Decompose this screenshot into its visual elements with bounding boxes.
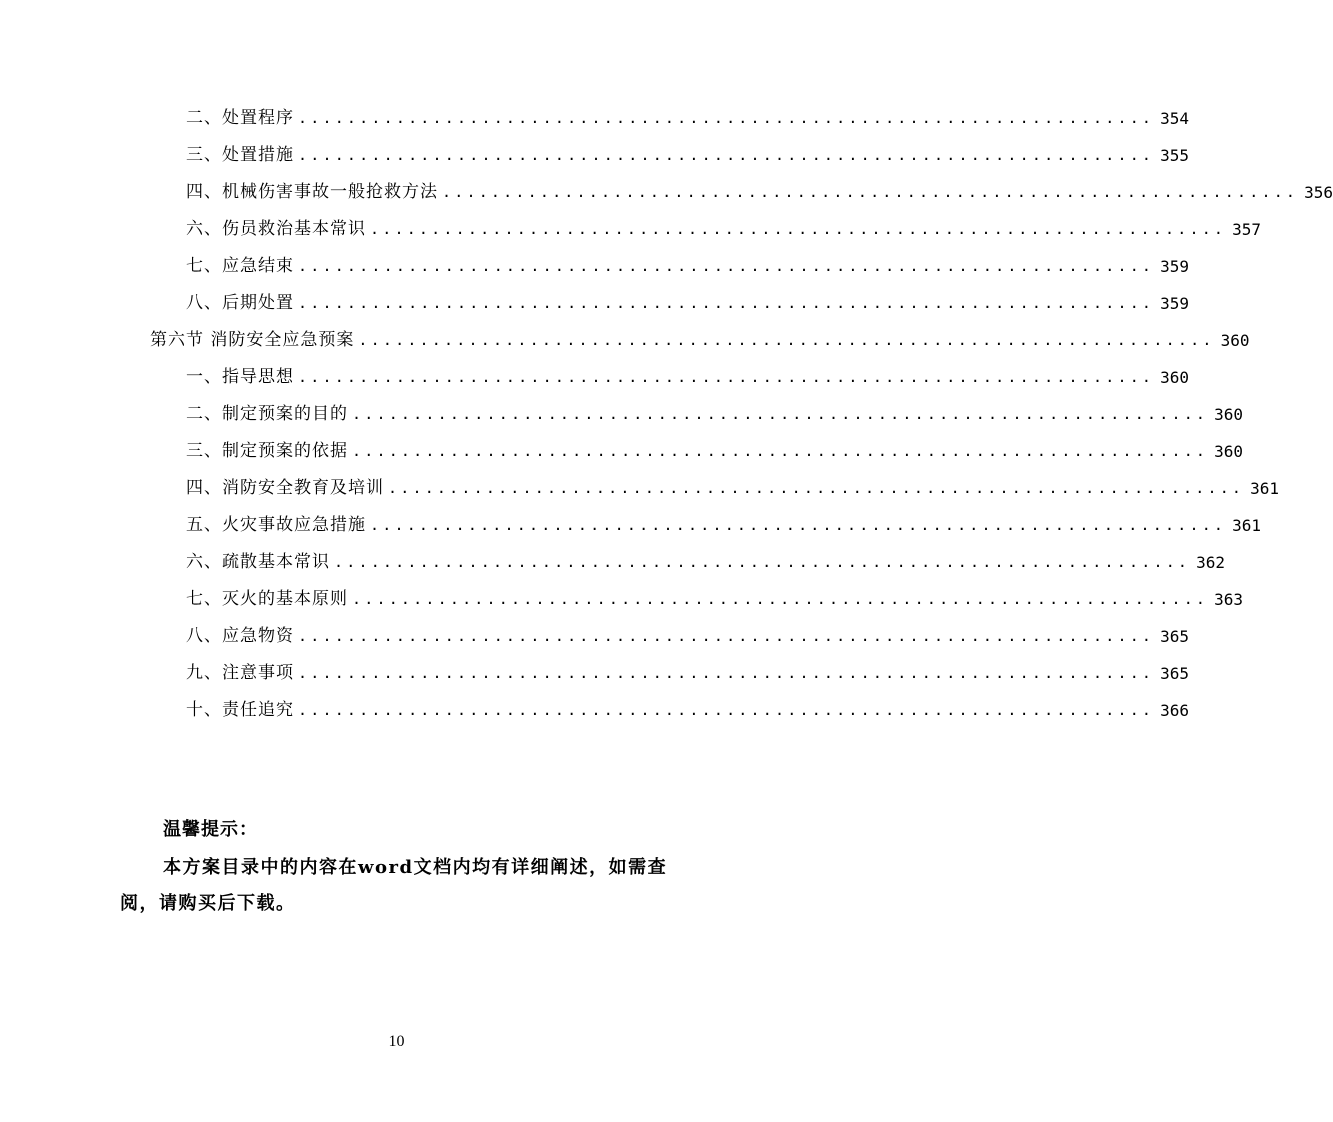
- toc-entry-title: 二、处置程序: [186, 108, 294, 128]
- toc-entry-title: 九、注意事项: [186, 663, 294, 683]
- toc-entry-title: 六、疏散基本常识: [186, 552, 330, 572]
- toc-entry-title: 六、伤员救治基本常识: [186, 219, 366, 239]
- toc-entry[interactable]: [186, 174, 1333, 211]
- toc-leader-dots: ......................................................................: [352, 405, 1209, 423]
- toc-entry-title: 五、火灾事故应急措施: [186, 515, 366, 535]
- toc-entry[interactable]: [186, 433, 1244, 470]
- toc-entry[interactable]: [186, 359, 1190, 396]
- toc-entry-title: 四、消防安全教育及培训: [186, 478, 384, 498]
- toc-leader-dots: ......................................................................: [298, 701, 1155, 719]
- toc-leader-dots: ......................................................................: [298, 368, 1155, 386]
- toc-leader-dots: ......................................................................: [442, 183, 1299, 201]
- toc-entry-title: 二、制定预案的目的: [186, 404, 348, 424]
- toc-entry-page: 360: [1220, 331, 1250, 350]
- toc-entry[interactable]: [186, 655, 1190, 692]
- toc-entry-page: 355: [1160, 146, 1190, 165]
- notice-title: 温馨提示：: [163, 819, 258, 840]
- toc-leader-dots: ......................................................................: [370, 516, 1227, 534]
- toc-entry-title: 八、后期处置: [186, 293, 294, 313]
- toc-entry[interactable]: [186, 618, 1190, 655]
- toc-entry-page: 356: [1304, 183, 1333, 202]
- toc-entry-page: 363: [1214, 590, 1244, 609]
- toc-entry-title: 四、机械伤害事故一般抢救方法: [186, 182, 438, 202]
- toc-entry-page: 361: [1232, 516, 1262, 535]
- toc-leader-dots: ......................................................................: [298, 109, 1155, 127]
- toc-entry[interactable]: [186, 581, 1244, 618]
- toc-section-entry[interactable]: [150, 322, 1250, 359]
- toc-entry-title: 七、应急结束: [186, 256, 294, 276]
- toc-leader-dots: ......................................................................: [352, 442, 1209, 460]
- toc-leader-dots: ......................................................................: [298, 664, 1155, 682]
- toc-entry[interactable]: [186, 470, 1280, 507]
- toc-leader-dots: ......................................................................: [298, 146, 1155, 164]
- toc-leader-dots: ......................................................................: [352, 590, 1209, 608]
- toc-entry[interactable]: [186, 100, 1190, 137]
- toc-entry[interactable]: [186, 507, 1262, 544]
- toc-entry-page: 362: [1196, 553, 1226, 572]
- toc-entry[interactable]: [186, 544, 1226, 581]
- toc-entry-page: 359: [1160, 257, 1190, 276]
- toc-entry-title: 十、责任追究: [186, 700, 294, 720]
- toc-entry-page: 357: [1232, 220, 1262, 239]
- toc-entry[interactable]: [186, 248, 1190, 285]
- toc-leader-dots: ......................................................................: [370, 220, 1227, 238]
- toc-leader-dots: ......................................................................: [298, 627, 1155, 645]
- toc-entry-page: 360: [1214, 442, 1244, 461]
- toc-entry-page: 361: [1250, 479, 1280, 498]
- toc-leader-dots: ......................................................................: [358, 331, 1215, 349]
- toc-entry[interactable]: [186, 692, 1190, 729]
- toc-entry-page: 366: [1160, 701, 1190, 720]
- toc-entry-title: 七、灭火的基本原则: [186, 589, 348, 609]
- toc-entry[interactable]: [186, 137, 1190, 174]
- toc-entry[interactable]: [186, 396, 1244, 433]
- toc-leader-dots: ......................................................................: [334, 553, 1191, 571]
- toc-entry-page: 359: [1160, 294, 1190, 313]
- toc-entry-title: 第六节 消防安全应急预案: [150, 330, 355, 350]
- toc-entry-title: 三、处置措施: [186, 145, 294, 165]
- toc-entry-page: 360: [1214, 405, 1244, 424]
- notice-body: 本方案目录中的内容在word文档内均有详细阐述，如需查阅，请购买后下载。: [120, 857, 668, 914]
- toc-entry-page: 354: [1160, 109, 1190, 128]
- toc-leader-dots: ......................................................................: [298, 257, 1155, 275]
- toc-leader-dots: ......................................................................: [298, 294, 1155, 312]
- toc-entry[interactable]: [186, 211, 1262, 248]
- toc-leader-dots: ......................................................................: [388, 479, 1245, 497]
- toc-entry-title: 一、指导思想: [186, 367, 294, 387]
- toc-entry-page: 365: [1160, 664, 1190, 683]
- toc-entry[interactable]: [186, 285, 1190, 322]
- toc-entry-page: 360: [1160, 368, 1190, 387]
- toc-entry-title: 三、制定预案的依据: [186, 441, 348, 461]
- toc-entry-page: 365: [1160, 627, 1190, 646]
- toc-entry-title: 八、应急物资: [186, 626, 294, 646]
- page-number: 10: [388, 1033, 405, 1050]
